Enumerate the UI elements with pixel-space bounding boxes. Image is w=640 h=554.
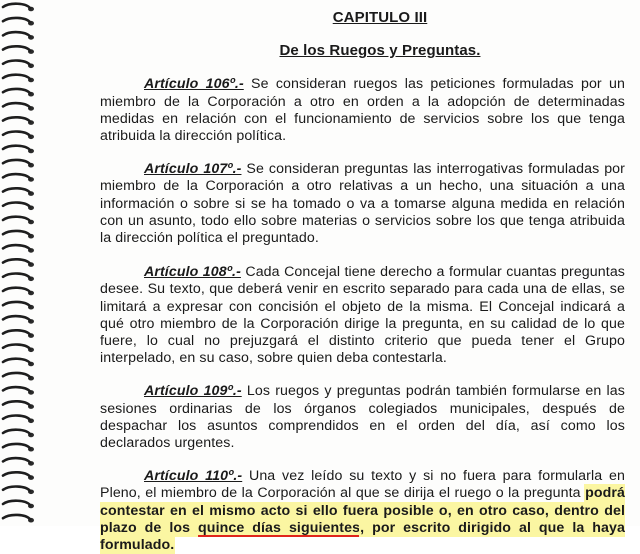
- spiral-coil: [3, 103, 34, 111]
- spiral-coil: [3, 61, 34, 69]
- spiral-coil: [3, 217, 34, 225]
- spiral-coil: [3, 444, 34, 452]
- article-text: Se consideran ruegos las peticiones formuladas por un miembro de la Corporación a otro en orden a la adopción de determinadas medidas en relación con el funcionamiento de servicios sobre los que tenga atribuida la dirección política.: [100, 76, 625, 145]
- document-content: [100, 8, 625, 554]
- spiral-binding: [0, 0, 44, 526]
- spiral-coil: [3, 373, 34, 381]
- spiral-coil: [3, 203, 34, 211]
- article-106: [100, 76, 625, 145]
- spiral-coil: [3, 501, 34, 509]
- spiral-coil: [3, 75, 34, 83]
- article-label: Artículo 109º.-: [144, 383, 242, 400]
- spiral-coil: [3, 302, 34, 310]
- article-text: Cada Concejal tiene derecho a formular cuantas preguntas desee. Su texto, que deberá venir en escrito separado para cada una de ellas, se limitará a expresar con concisión el objeto de la misma. El Concejal indicará a qué otro miembro de la Corporación dirige la pregunta, en su calidad de lo que fuere, lo cual no prejuzgará el distinto criterio que pueda tener el Grupo interpelado, en su caso, sobre quien deba contestarla.: [100, 264, 626, 367]
- article-107: [100, 161, 625, 247]
- spiral-coil: [3, 330, 34, 338]
- article-text: Una vez leído su texto y si no fuera para formularla en Pleno, el miembro de la Corporación al que se dirija el ruego o la pregunta: [100, 468, 625, 502]
- spiral-coil: [3, 288, 34, 296]
- article-text: Los ruegos y preguntas podrán también formularse en las sesiones ordinarias de los órganos colegiados municipales, después de despachar los asuntos comprendidos en el orden del día, así como los declarados urgentes.: [100, 383, 625, 452]
- highlighted-underlined-text: quince días siguientes: [198, 519, 361, 536]
- spiral-coil: [3, 4, 34, 12]
- article-label: Artículo 107º.-: [144, 161, 242, 178]
- highlighted-text-end: , por escrito dirigido al que la haya formulado.: [100, 519, 625, 554]
- article-text: Se consideran preguntas las interrogativas formuladas por miembro de la Corporación a otro relativas a un hecho, una situación a una información o sobre si se ha tomado o va a tomarse alguna medida en relación con un asunto, todo ello sobre materias o servicios sobre los que tenga atribuida la dirección política el preguntado.: [100, 161, 626, 247]
- article-110: [100, 468, 625, 554]
- article-109: [100, 383, 625, 452]
- spiral-coil: [3, 430, 34, 438]
- spiral-coil: [3, 274, 34, 282]
- chapter-heading: CAPITULO III: [332, 9, 428, 26]
- spiral-coil: [3, 416, 34, 424]
- spiral-coil: [3, 515, 34, 523]
- spiral-coil: [3, 188, 34, 196]
- article-label: Artículo 108º.-: [144, 264, 241, 281]
- spiral-coil: [3, 174, 34, 182]
- spiral-coil: [3, 245, 34, 253]
- spiral-coil: [3, 46, 34, 54]
- spiral-coil: [3, 458, 34, 466]
- spiral-coil: [3, 345, 34, 353]
- spiral-coil: [3, 18, 34, 26]
- spiral-coil: [3, 146, 34, 154]
- spiral-coil: [3, 387, 34, 395]
- spiral-coil: [3, 359, 34, 367]
- spiral-coil: [3, 259, 34, 267]
- article-108: [100, 264, 625, 367]
- spiral-coil: [3, 132, 34, 140]
- article-label: Artículo 106º.-: [144, 76, 244, 93]
- spiral-coil: [3, 117, 34, 125]
- section-title: De los Ruegos y Preguntas.: [279, 42, 481, 60]
- spiral-coil: [3, 32, 34, 40]
- spiral-coil: [3, 401, 34, 409]
- spiral-coil: [3, 487, 34, 495]
- highlighted-text: podrá contestar en el mismo acto si ello fuera posible o, en otro caso, dentro del plazo de los: [100, 485, 625, 536]
- spiral-coil: [3, 231, 34, 239]
- spiral-coil: [3, 89, 34, 97]
- spiral-coil: [3, 472, 34, 480]
- spiral-coil: [3, 316, 34, 324]
- article-label: Artículo 110º.-: [144, 468, 243, 485]
- spiral-coil: [3, 160, 34, 168]
